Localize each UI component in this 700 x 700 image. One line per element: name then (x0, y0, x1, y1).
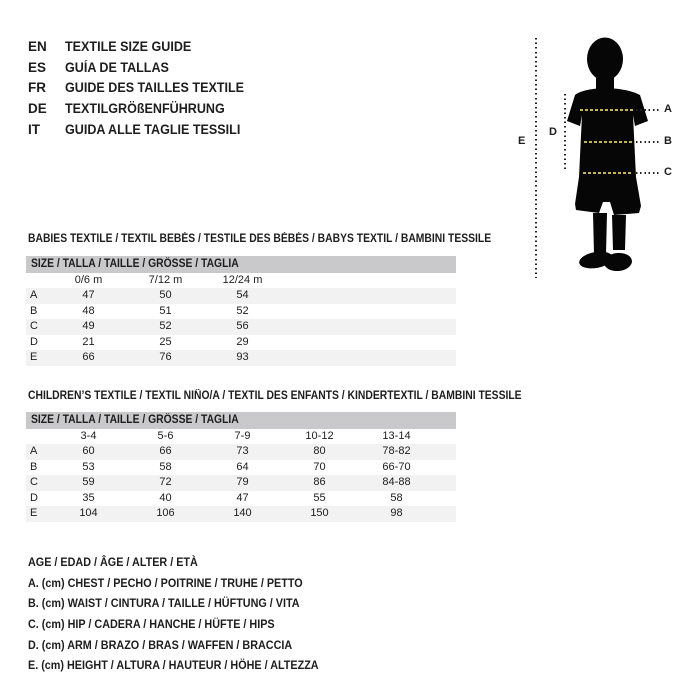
guide-title-en: TEXTILE SIZE GUIDE (65, 38, 192, 54)
column-header: 10-12 (305, 430, 334, 442)
language-row (28, 77, 258, 98)
cell: 64 (236, 460, 249, 473)
child-silhouette-icon (556, 36, 656, 276)
cell: 56 (236, 320, 249, 332)
table-row (26, 350, 456, 366)
cell: 104 (79, 507, 98, 519)
arm-measure-line-d (564, 94, 566, 171)
column-header: 7-9 (234, 430, 251, 442)
cell: 52 (159, 320, 172, 332)
row-label: A (30, 445, 38, 457)
cell: 66-70 (382, 460, 411, 473)
cell: 80 (313, 445, 326, 457)
cell: 25 (159, 335, 172, 348)
cell: 58 (390, 491, 403, 504)
table-row (26, 335, 456, 351)
cell: 70 (313, 460, 326, 473)
table-row (26, 475, 456, 491)
measurement-legend (28, 552, 351, 676)
figure-label-chest: A (664, 103, 672, 115)
figure-label-waist: B (664, 135, 672, 147)
language-code: FR (28, 80, 46, 96)
cell: 73 (236, 445, 249, 457)
guide-title-it: GUIDA ALLE TAGLIE TESSILI (65, 121, 241, 137)
language-code: ES (28, 59, 47, 75)
children-column-header-row (26, 429, 456, 444)
cell: 150 (310, 507, 329, 519)
cell: 76 (159, 351, 172, 363)
cell: 140 (233, 507, 252, 519)
guide-title-es: GUÍA DE TALLAS (65, 59, 169, 75)
cell: 35 (82, 491, 95, 504)
waist-dash-line (584, 141, 632, 143)
cell: 78-82 (382, 445, 411, 457)
cell: 54 (236, 289, 249, 301)
hip-dash-line (583, 172, 633, 174)
language-code: DE (28, 100, 47, 116)
table-row (26, 304, 456, 320)
guide-title-fr: GUIDE DES TAILLES TEXTILE (65, 80, 245, 96)
height-measure-line-e (535, 38, 537, 278)
cell: 66 (159, 445, 172, 457)
cell: 55 (313, 491, 326, 504)
row-label: E (30, 351, 38, 363)
language-code: IT (28, 121, 40, 137)
cell: 58 (159, 460, 172, 473)
cell: 72 (159, 476, 172, 488)
guide-title-de: TEXTILGRÖßENFÜHRUNG (65, 100, 225, 116)
legend-age: AGE / EDAD / ÂGE / ALTER / ETÀ (28, 555, 198, 569)
row-label: C (30, 320, 38, 332)
children-size-table (26, 412, 456, 522)
row-label: B (30, 460, 38, 473)
table-row (26, 288, 456, 304)
cell: 50 (159, 289, 172, 301)
table-row (26, 444, 456, 460)
cell: 40 (159, 491, 172, 504)
cell: 48 (82, 304, 95, 317)
column-header: 0/6 m (74, 274, 103, 286)
legend-chest: A. (cm) CHEST / PECHO / POITRINE / TRUHE / PETTO (28, 575, 303, 590)
cell: 21 (82, 335, 95, 348)
babies-size-header-bar: SIZE / TALLA / TAILLE / GRÖSSE / TAGLIA (26, 256, 456, 273)
cell: 60 (82, 445, 95, 457)
babies-section-title: BABIES TEXTILE / TEXTIL BEBÉS / TESTILE DES BÉBÉS / BABYS TEXTIL / BAMBINI TESSILE (28, 233, 492, 245)
row-label: A (30, 289, 38, 301)
legend-height: E. (cm) HEIGHT / ALTURA / HAUTEUR / HÖHE / ALTEZZA (28, 658, 319, 673)
language-row (28, 36, 258, 57)
legend-hip: C. (cm) HIP / CADERA / HANCHE / HÜFTE / HIPS (28, 617, 275, 632)
babies-column-header-row (26, 273, 456, 288)
language-row (28, 57, 258, 78)
waist-leader-line (636, 141, 661, 143)
chest-leader-line (636, 109, 661, 111)
cell: 106 (156, 507, 175, 519)
column-header: 5-6 (157, 430, 174, 442)
table-row (26, 460, 456, 476)
cell: 84-88 (382, 476, 411, 488)
row-label: D (30, 491, 38, 504)
figure-label-height: E (518, 135, 526, 147)
figure-label-arm: D (549, 126, 557, 138)
cell: 59 (82, 476, 95, 488)
cell: 29 (236, 335, 249, 348)
chest-dash-line (580, 109, 634, 111)
children-section-title: CHILDREN’S TEXTILE / TEXTIL NIÑO/A / TEXTIL DES ENFANTS / KINDERTEXTIL / BAMBINI TESSILE (28, 390, 522, 402)
figure-label-hip: C (664, 166, 672, 178)
hip-leader-line (636, 172, 661, 174)
row-label: E (30, 507, 38, 519)
language-code: EN (28, 38, 47, 54)
row-label: C (30, 476, 38, 488)
cell: 47 (236, 491, 249, 504)
cell: 49 (82, 320, 95, 332)
language-title-list (28, 36, 258, 139)
cell: 47 (82, 289, 95, 301)
cell: 79 (236, 476, 249, 488)
language-row (28, 119, 258, 140)
cell: 51 (159, 304, 172, 317)
babies-size-table (26, 256, 456, 366)
column-header: 12/24 m (222, 274, 263, 286)
table-row (26, 506, 456, 522)
cell: 66 (82, 351, 95, 363)
column-header: 7/12 m (148, 274, 183, 286)
cell: 93 (236, 351, 249, 363)
column-header: 13-14 (382, 430, 411, 442)
cell: 86 (313, 476, 326, 488)
table-row (26, 319, 456, 335)
cell: 53 (82, 460, 95, 473)
legend-waist: B. (cm) WAIST / CINTURA / TAILLE / HÜFTUNG / VITA (28, 596, 300, 611)
language-row (28, 98, 258, 119)
column-header: 3-4 (80, 430, 97, 442)
children-size-header-bar: SIZE / TALLA / TAILLE / GRÖSSE / TAGLIA (26, 412, 456, 429)
cell: 52 (236, 304, 249, 317)
table-row (26, 491, 456, 507)
legend-arm: D. (cm) ARM / BRAZO / BRAS / WAFFEN / BRACCIA (28, 637, 293, 652)
row-label: B (30, 304, 38, 317)
row-label: D (30, 335, 38, 348)
cell: 98 (390, 507, 403, 519)
